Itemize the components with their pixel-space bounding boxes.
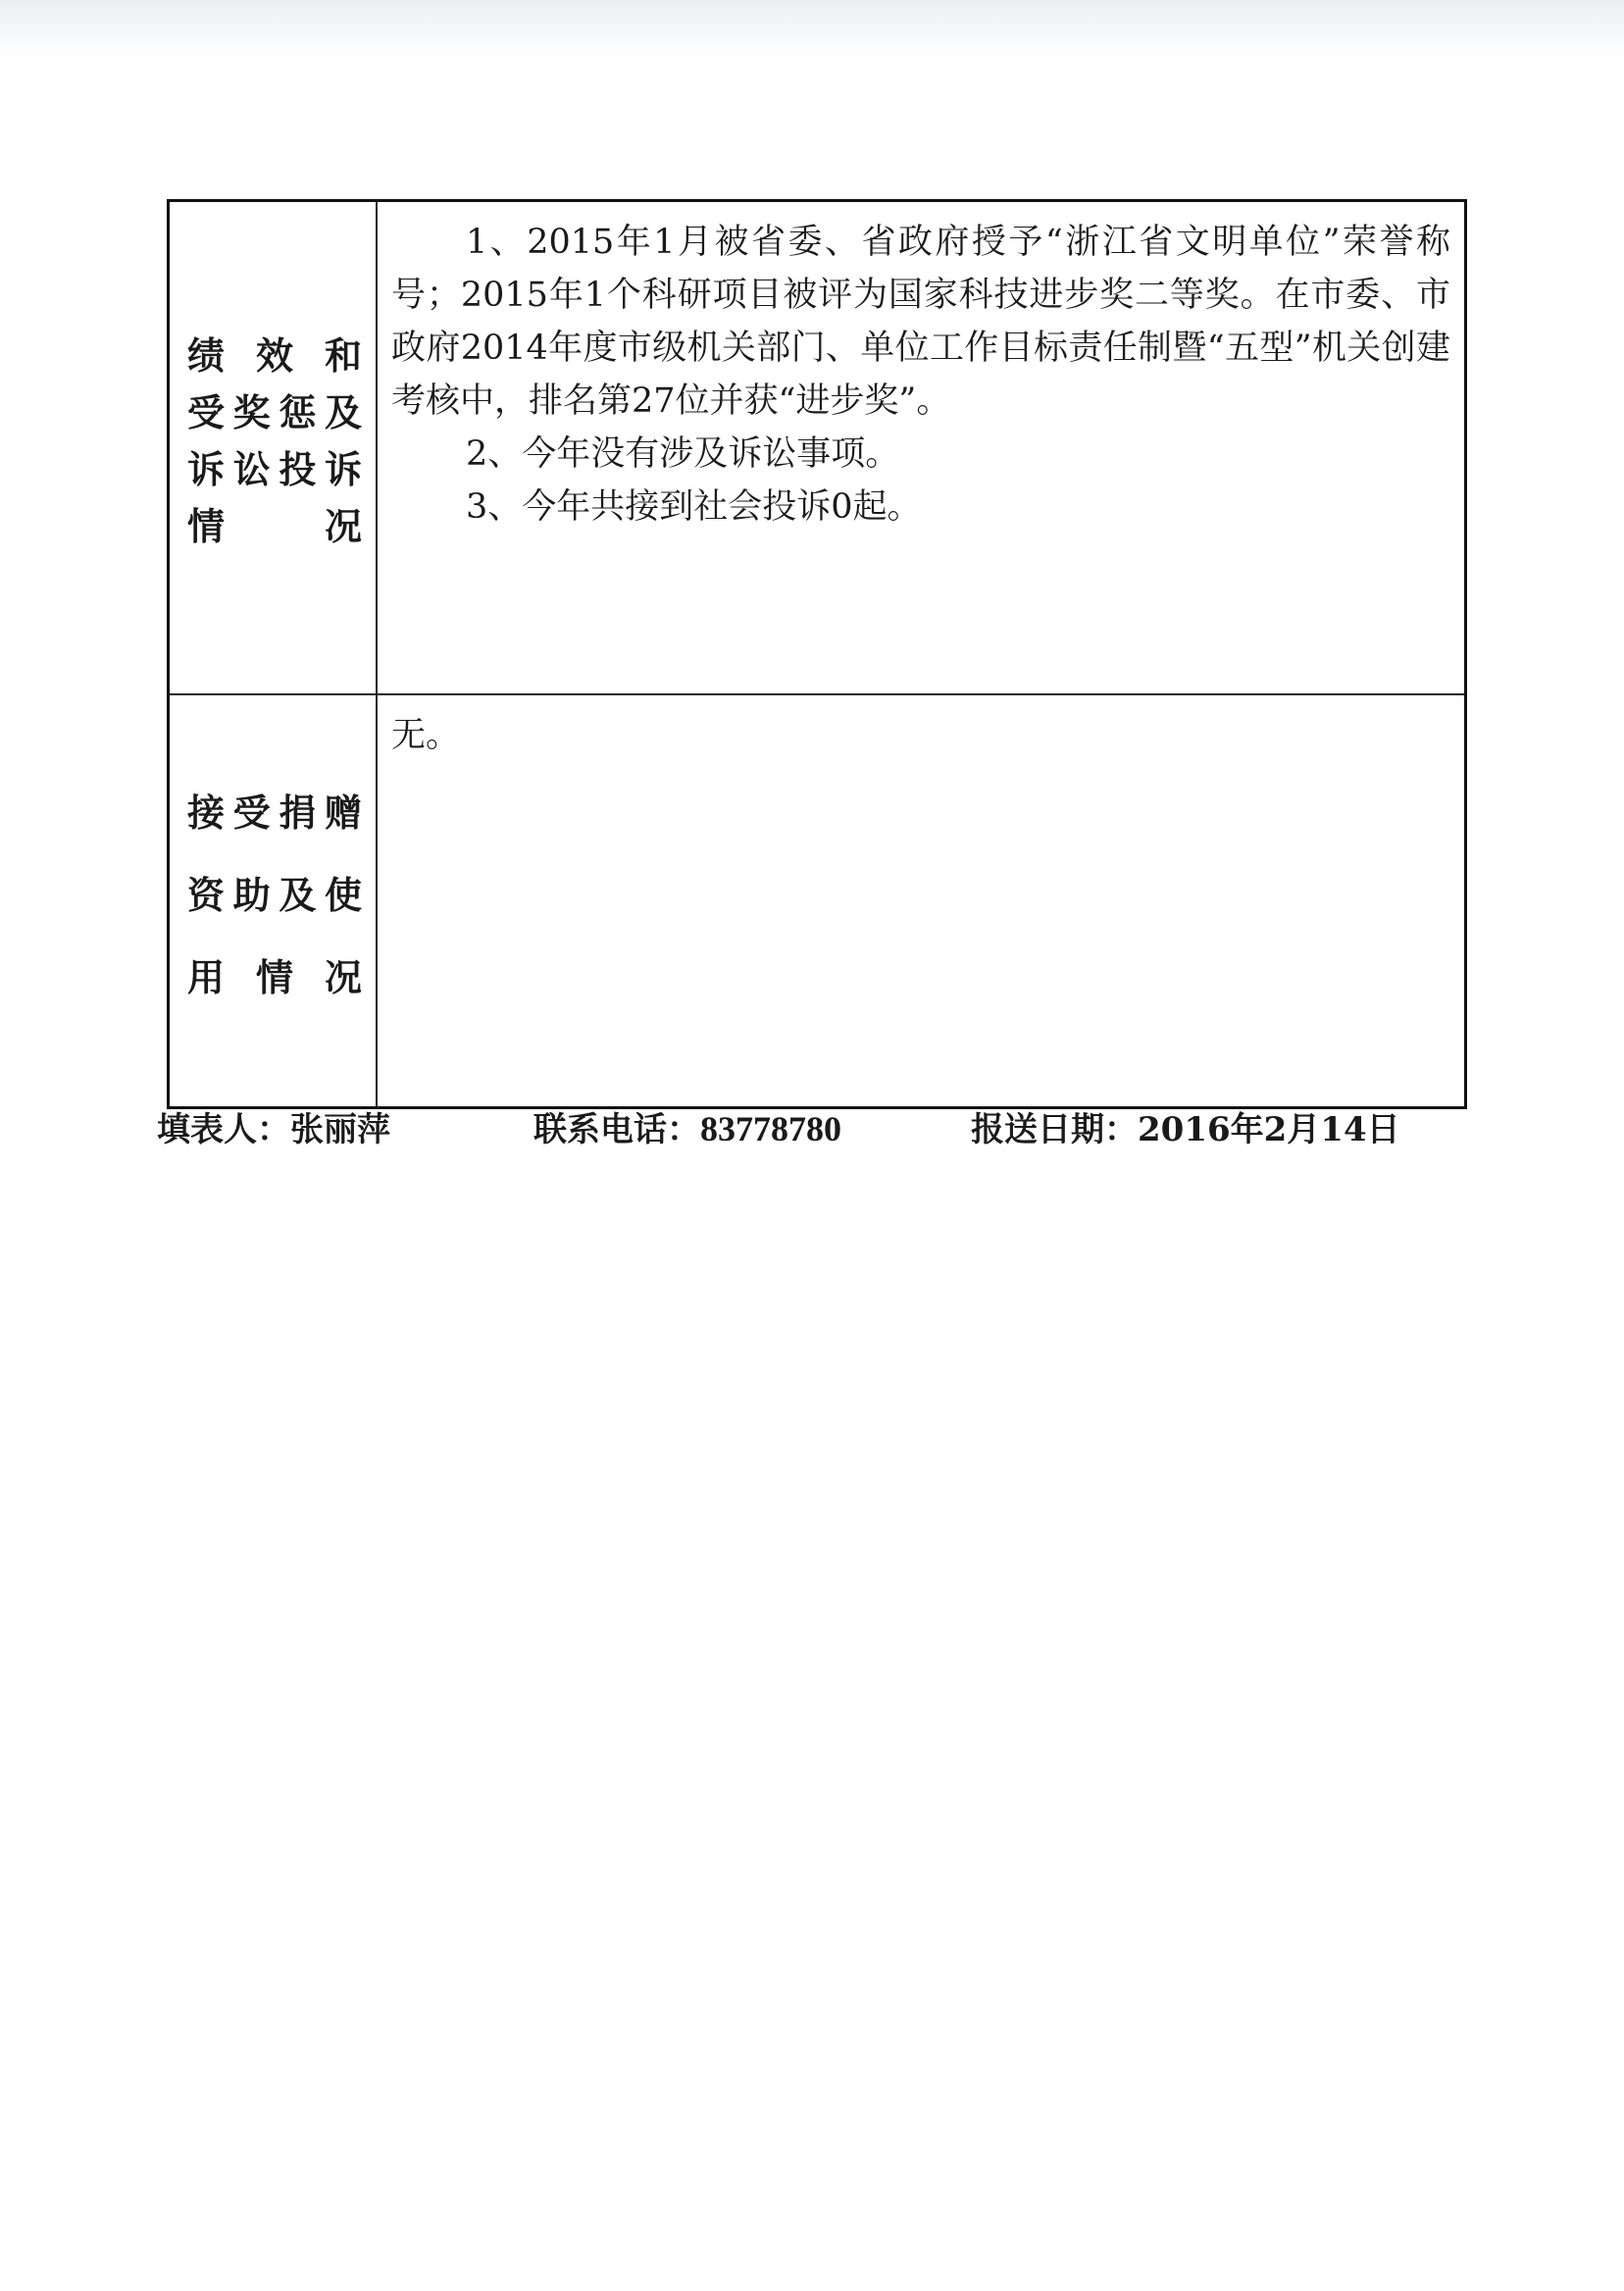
- row-content-donation: [377, 694, 1466, 1108]
- label-char: 捐: [279, 790, 317, 835]
- label-line: [187, 498, 362, 555]
- label-char: 诉: [187, 447, 226, 491]
- label-char: 用: [187, 955, 226, 999]
- label-line: [187, 441, 362, 498]
- date-info: [971, 1102, 1400, 1150]
- table-row-donation: [169, 694, 1466, 1108]
- label-char: 赠: [324, 790, 362, 835]
- label-char: 绩: [187, 333, 226, 378]
- row-content-performance: [377, 201, 1466, 695]
- label-line: [187, 854, 362, 937]
- performance-paragraph-1: 1、2015年1月被省委、省政府授予“浙江省文明单位”荣誉称号；2015年1个科研项目被评为国家科技进步奖二等奖。在市委、市政府2014年度市级机关部门、单位工作目标责任制暨“五型”机关创建考核中，排名第27位并获“进步奖”。: [391, 223, 1450, 421]
- label-char: 及: [324, 390, 362, 434]
- performance-paragraph-3: 3、今年共接到社会投诉0起。: [466, 487, 922, 527]
- label-char: 情: [255, 955, 293, 999]
- date-label: 报送日期：: [971, 1110, 1138, 1149]
- label-line: [187, 384, 362, 441]
- phone-label: 联系电话：: [533, 1110, 700, 1149]
- label-char: 效: [255, 333, 293, 378]
- label-char: 惩: [279, 390, 317, 434]
- label-char: 使: [324, 873, 362, 917]
- table-row-performance: [169, 201, 1466, 695]
- phone-info: [533, 1102, 841, 1150]
- label-char: 诉: [324, 447, 362, 491]
- label-char: 和: [324, 333, 362, 378]
- label-line: [187, 328, 362, 384]
- label-char: 况: [324, 955, 362, 999]
- row-label-donation: [169, 694, 378, 1108]
- row-label-performance: [169, 201, 378, 695]
- label-char: 受: [232, 790, 271, 835]
- label-char: 接: [187, 790, 226, 835]
- row-label-performance-text: [170, 202, 376, 555]
- label-char: 讼: [232, 447, 271, 491]
- row-label-donation-text: [170, 695, 376, 1019]
- label-char: 投: [279, 447, 317, 491]
- report-table: [167, 199, 1467, 1109]
- form-footer: [157, 1102, 1471, 1153]
- phone-number: 83778780: [700, 1109, 841, 1148]
- donation-content: 无。: [391, 716, 461, 755]
- label-char: 及: [279, 873, 317, 917]
- label-line: [187, 937, 362, 1019]
- filler-label: 填表人：: [157, 1110, 290, 1149]
- label-char: 奖: [232, 390, 271, 434]
- date-value: 2016年2月14日: [1138, 1110, 1400, 1149]
- filler-name: 张丽萍: [290, 1110, 390, 1149]
- page-edge-shading: [0, 0, 1624, 59]
- label-char: 资: [187, 873, 226, 917]
- label-char: 况: [324, 504, 362, 548]
- performance-paragraph-2: 2、今年没有涉及诉讼事项。: [466, 434, 900, 474]
- label-char: 助: [232, 873, 271, 917]
- label-char: 情: [187, 504, 226, 548]
- filler-info: [157, 1102, 390, 1150]
- label-char: 受: [187, 390, 226, 434]
- label-line: [187, 772, 362, 854]
